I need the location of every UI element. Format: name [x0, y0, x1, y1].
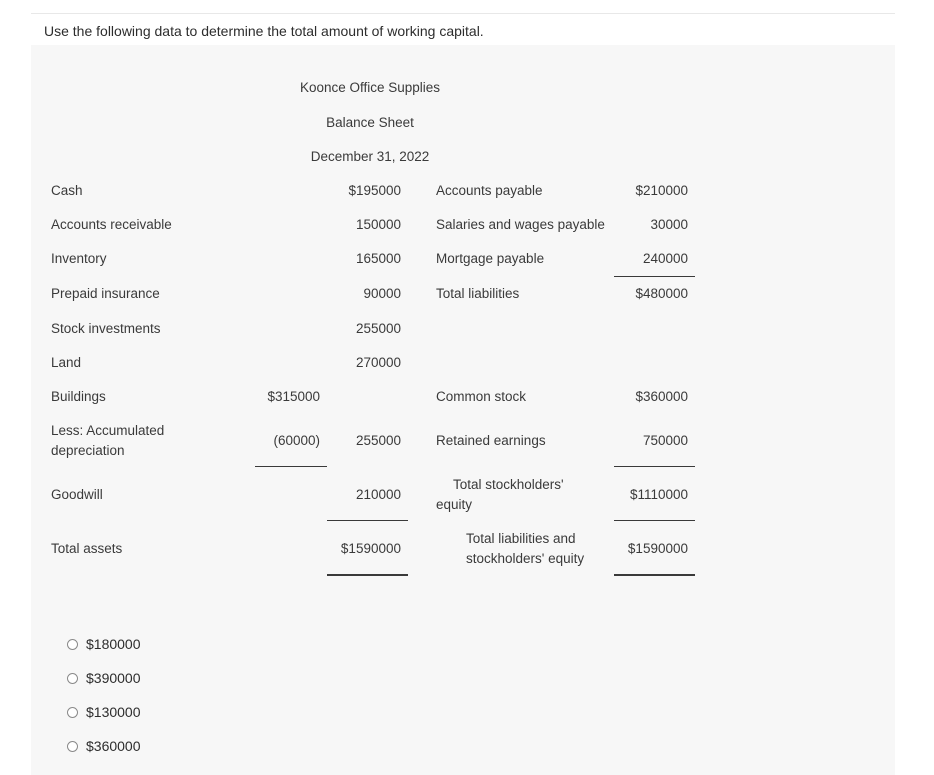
accumulated-depreciation-label-1: Less: Accumulated	[51, 423, 165, 438]
buildings-net-amount: 255000	[355, 433, 401, 448]
liabilities-underline	[614, 276, 695, 277]
accounts-payable-amount: $210000	[635, 183, 688, 198]
radio-button-4[interactable]	[67, 741, 78, 752]
stock-investments-label: Stock investments	[51, 321, 161, 336]
accounts-receivable-label: Accounts receivable	[51, 217, 172, 232]
buildings-label: Buildings	[51, 389, 106, 404]
land-amount: 270000	[355, 355, 401, 370]
mortgage-payable-amount: 240000	[642, 251, 688, 266]
stock-investments-amount: 255000	[355, 321, 401, 336]
total-liab-equity-label-1: Total liabilities and	[466, 531, 576, 546]
statement-date: December 31, 2022	[310, 149, 430, 164]
retained-earnings-label: Retained earnings	[436, 433, 546, 448]
question-text: Use the following data to determine the total amount of working capital.	[44, 23, 484, 39]
total-assets-label: Total assets	[51, 541, 123, 556]
radio-button-3[interactable]	[67, 707, 78, 718]
accounts-payable-label: Accounts payable	[436, 183, 543, 198]
total-equity-underline	[614, 520, 695, 521]
salaries-payable-label: Salaries and wages payable	[436, 217, 605, 232]
equity-underline	[614, 466, 695, 467]
goodwill-label: Goodwill	[51, 487, 103, 502]
prepaid-insurance-label: Prepaid insurance	[51, 286, 160, 301]
accumulated-depreciation-amount: (60000)	[273, 433, 320, 448]
total-equity-amount: $1110000	[629, 487, 688, 502]
top-divider	[31, 13, 895, 14]
buildings-amount: $315000	[267, 389, 320, 404]
cash-label: Cash	[51, 183, 83, 198]
salaries-payable-amount: 30000	[650, 217, 688, 232]
accumulated-depreciation-label-2: depreciation	[51, 443, 125, 458]
land-label: Land	[51, 355, 82, 370]
total-assets-amount: $1590000	[340, 541, 401, 556]
total-equity-label-2: equity	[436, 497, 473, 512]
common-stock-amount: $360000	[635, 389, 688, 404]
assets-subtotal-underline	[327, 520, 408, 521]
inventory-label: Inventory	[51, 251, 107, 266]
answer-choice-2-label[interactable]: $390000	[86, 670, 141, 686]
radio-button-2[interactable]	[67, 673, 78, 684]
company-name: Koonce Office Supplies	[299, 80, 441, 95]
common-stock-label: Common stock	[436, 389, 527, 404]
total-assets-double-underline	[327, 574, 408, 576]
total-liab-equity-label-2: stockholders' equity	[466, 551, 585, 566]
mortgage-payable-label: Mortgage payable	[436, 251, 545, 266]
goodwill-amount: 210000	[355, 487, 401, 502]
total-liab-equity-amount: $1590000	[627, 541, 688, 556]
prepaid-insurance-amount: 90000	[363, 286, 401, 301]
accounts-receivable-amount: 150000	[355, 217, 401, 232]
total-liabilities-label: Total liabilities	[436, 286, 520, 301]
depreciation-underline	[255, 466, 327, 467]
radio-button-1[interactable]	[67, 639, 78, 650]
total-equity-label-1: Total stockholders'	[453, 477, 564, 492]
total-liabilities-amount: $480000	[635, 286, 688, 301]
total-liab-equity-double-underline	[614, 574, 695, 576]
retained-earnings-amount: 750000	[642, 433, 688, 448]
cash-amount: $195000	[348, 183, 401, 198]
answer-choice-3-label[interactable]: $130000	[86, 704, 141, 720]
statement-title: Balance Sheet	[326, 115, 414, 130]
inventory-amount: 165000	[355, 251, 401, 266]
answer-choice-1-label[interactable]: $180000	[86, 636, 141, 652]
answer-choice-4-label[interactable]: $360000	[86, 738, 141, 754]
